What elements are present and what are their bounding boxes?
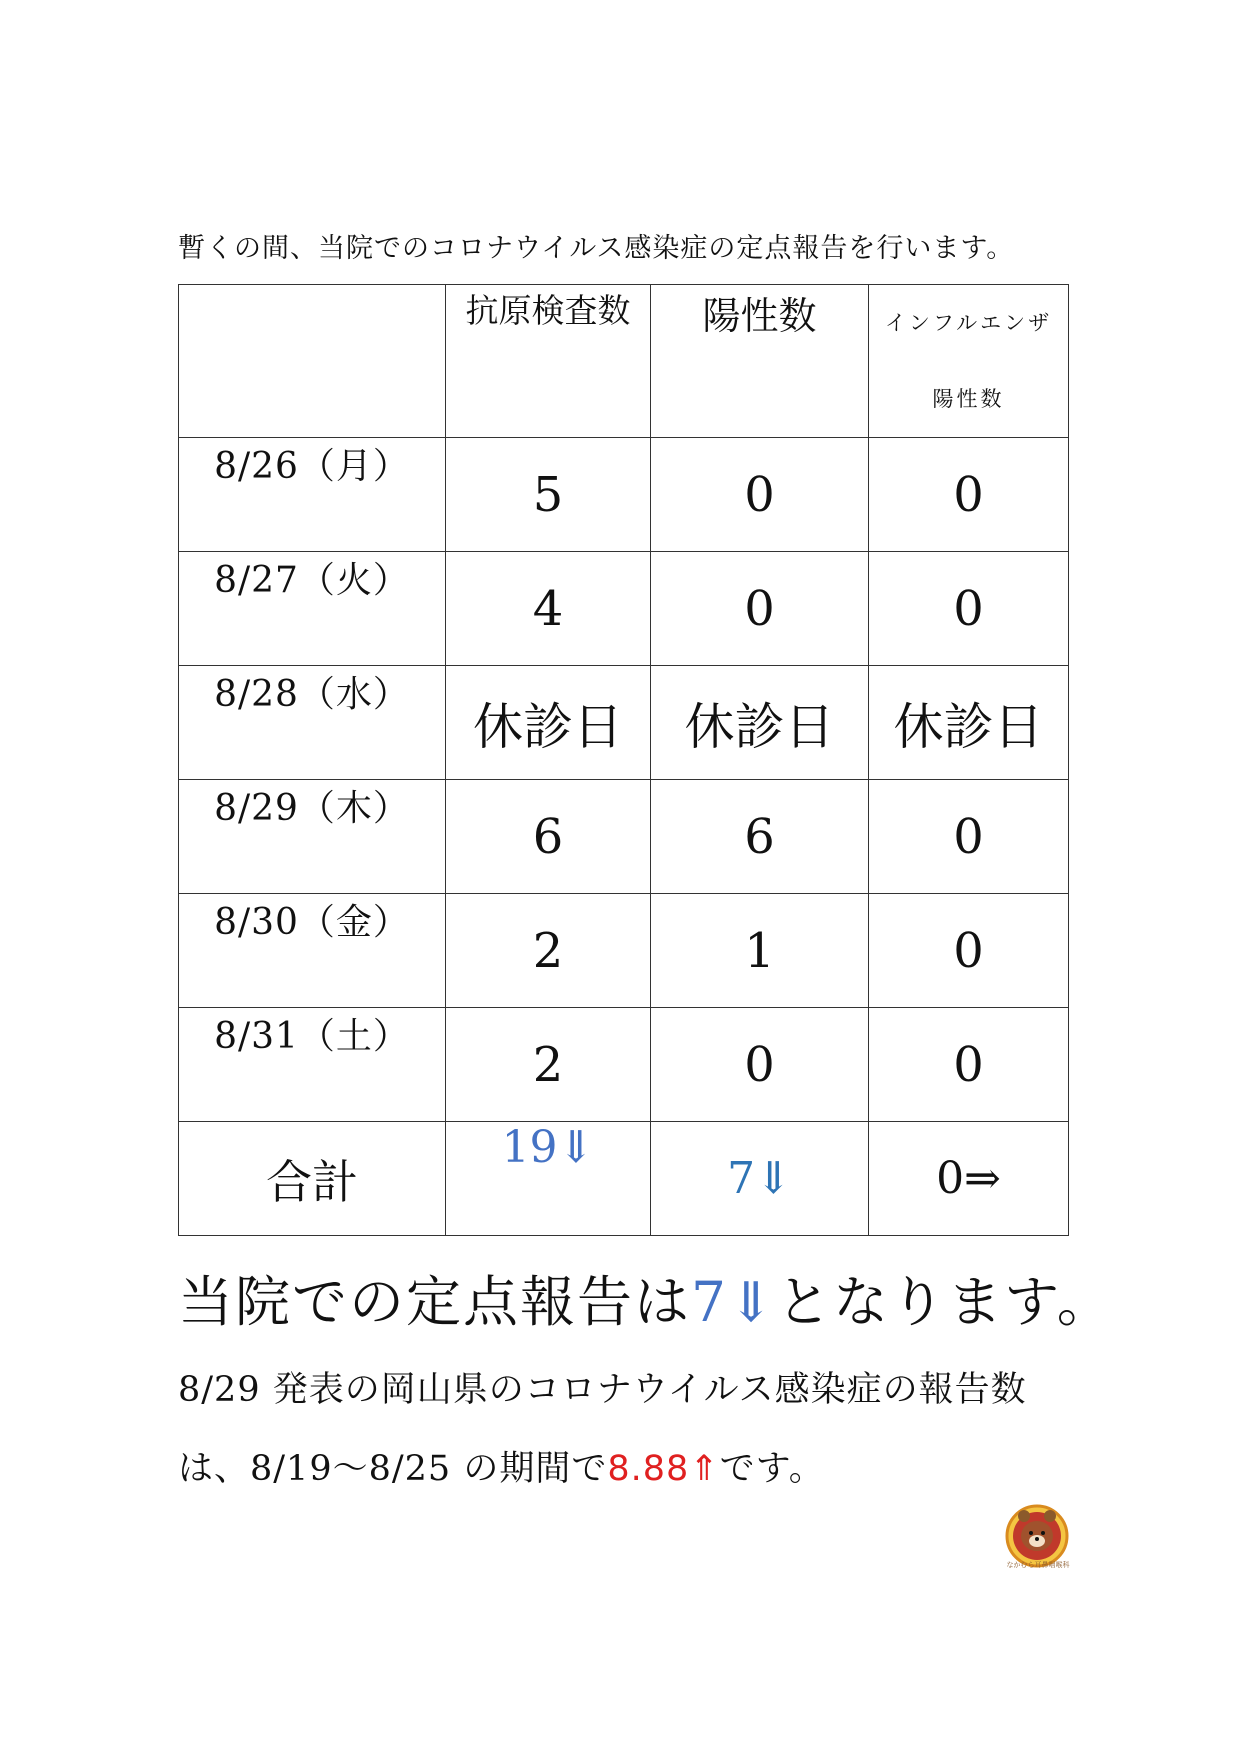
row-date: 8/29（木）: [179, 780, 446, 894]
clinic-logo-text: なかむら耳鼻咽喉科: [1006, 1561, 1070, 1569]
row-positive: 休診日: [651, 666, 869, 780]
header-flu-line1: インフルエンザ: [884, 311, 1053, 335]
row-date: 8/27（火）: [179, 552, 446, 666]
prefecture-line2-before: は、8/19～8/25 の期間で: [178, 1449, 608, 1489]
prefecture-line2: [178, 1441, 825, 1491]
row-flu: 0: [869, 1008, 1069, 1122]
row-antigen: 2: [446, 1008, 651, 1122]
total-row: [179, 1122, 1069, 1236]
row-flu: 休診日: [869, 666, 1069, 780]
row-antigen: 6: [446, 780, 651, 894]
total-label: 合計: [179, 1122, 446, 1236]
row-antigen: 2: [446, 894, 651, 1008]
row-positive: 0: [651, 552, 869, 666]
header-positive: 陽性数: [651, 285, 869, 438]
row-positive: 0: [651, 1008, 869, 1122]
row-antigen: 5: [446, 438, 651, 552]
table-row: [179, 1008, 1069, 1122]
row-positive: 0: [651, 438, 869, 552]
header-empty: [179, 285, 446, 438]
total-positive: 7⇓: [651, 1122, 869, 1236]
table-row: [179, 552, 1069, 666]
table-row: [179, 780, 1069, 894]
row-positive: 6: [651, 780, 869, 894]
prefecture-line2-after: です。: [719, 1449, 825, 1489]
intro-text: 暫くの間、当院でのコロナウイルス感染症の定点報告を行います。: [178, 233, 1015, 264]
header-flu: [869, 285, 1069, 438]
total-antigen: 19⇓: [446, 1122, 651, 1236]
row-date: 8/30（金）: [179, 894, 446, 1008]
header-antigen: 抗原検査数: [446, 285, 651, 438]
row-antigen: 休診日: [446, 666, 651, 780]
row-flu: 0: [869, 438, 1069, 552]
row-positive: 1: [651, 894, 869, 1008]
table-row: [179, 666, 1069, 780]
prefecture-value: 8.88⇑: [607, 1449, 720, 1489]
total-flu: 0⇒: [869, 1122, 1069, 1236]
row-flu: 0: [869, 894, 1069, 1008]
row-flu: 0: [869, 780, 1069, 894]
header-row: [179, 285, 1069, 438]
summary-value: 7⇓: [691, 1270, 777, 1334]
prefecture-line1: 8/29 発表の岡山県のコロナウイルス感染症の報告数: [178, 1370, 1027, 1410]
table-row: [179, 438, 1069, 552]
row-date: 8/31（土）: [179, 1008, 446, 1122]
row-date: 8/26（月）: [179, 438, 446, 552]
summary-after: となります。: [776, 1270, 1114, 1334]
table-row: [179, 894, 1069, 1008]
row-antigen: 4: [446, 552, 651, 666]
clinic-summary: [178, 1258, 1114, 1337]
row-flu: 0: [869, 552, 1069, 666]
summary-before: 当院での定点報告は: [178, 1270, 692, 1334]
row-date: 8/28（水）: [179, 666, 446, 780]
report-table: [178, 284, 1069, 1236]
header-flu-line2: 陽性数: [932, 387, 1005, 411]
